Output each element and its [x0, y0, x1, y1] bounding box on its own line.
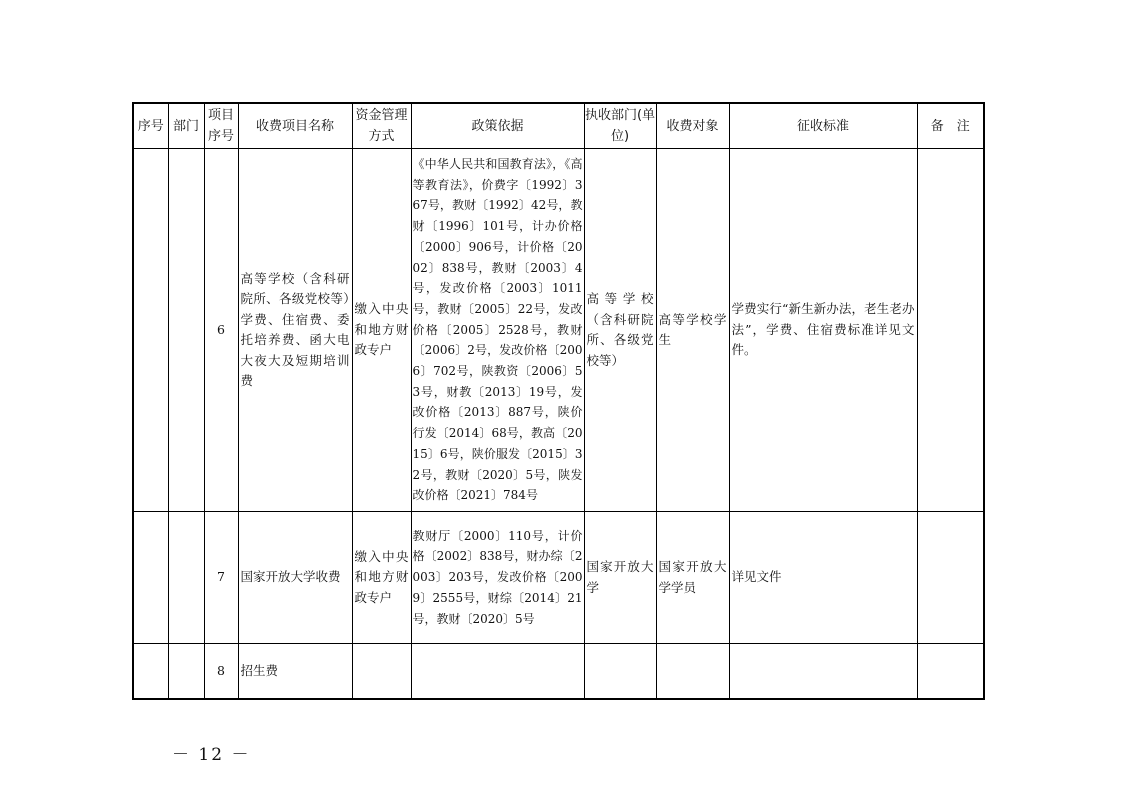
- table-row: [133, 512, 984, 644]
- cell-remark: [917, 512, 984, 644]
- header-item-seq: 项目序号: [204, 103, 238, 149]
- cell-policy: 教财厅〔2000〕110号，计价格〔2002〕838号，财办综〔2003〕203号，发改价格〔2009〕2555号，财综〔2014〕21号，教财〔2020〕5号: [411, 512, 584, 644]
- cell-payer: [656, 644, 729, 700]
- cell-dept: [168, 512, 204, 644]
- cell-policy: [411, 644, 584, 700]
- cell-collector: 国家开放大学: [584, 512, 656, 644]
- page-number: － 12 －: [172, 745, 251, 765]
- cell-standard: 学费实行“新生新办法，老生老办法”，学费、住宿费标准详见文件。: [729, 149, 917, 512]
- cell-item-name: 招生费: [238, 644, 352, 700]
- cell-item-name: 高等学校（含科研院所、各级党校等）学费、住宿费、委托培养费、函大电大夜大及短期培训费: [238, 149, 352, 512]
- cell-dept: [168, 644, 204, 700]
- cell-collector: [584, 644, 656, 700]
- header-remark: 备 注: [917, 103, 984, 149]
- fee-table: [132, 102, 985, 700]
- cell-item-seq: 8: [204, 644, 238, 700]
- cell-collector: 高等学校（含科研院所、各级党校等）: [584, 149, 656, 512]
- cell-fund-mgmt: 缴入中央和地方财政专户: [352, 512, 411, 644]
- table-row: [133, 149, 984, 512]
- cell-standard: [729, 644, 917, 700]
- table-row: [133, 644, 984, 700]
- header-standard: 征收标准: [729, 103, 917, 149]
- cell-seq: [133, 644, 168, 700]
- cell-item-seq: 7: [204, 512, 238, 644]
- cell-remark: [917, 644, 984, 700]
- cell-payer: 高等学校学生: [656, 149, 729, 512]
- cell-seq: [133, 149, 168, 512]
- header-payer: 收费对象: [656, 103, 729, 149]
- cell-policy: 《中华人民共和国教育法》，《高等教育法》，价费字〔1992〕367号，教财〔1992〕42号，教财〔1996〕101号，计办价格〔2000〕906号，计价格〔2002〕838号，教财〔2003〕4号，发改价格〔2003〕1011号，教财〔2005〕22号，发改价格〔2005〕2528号，教财〔2006〕2号，发改价格〔2006〕702号，陕教资〔2006〕53号，财教〔2013〕19号，发改价格〔2013〕887号，陕价行发〔2014〕68号，教高〔2015〕6号，陕价服发〔2015〕32号，教财〔2020〕5号，陕发改价格〔2021〕784号: [411, 149, 584, 512]
- header-collector: 执收部门(单位): [584, 103, 656, 149]
- header-item-name: 收费项目名称: [238, 103, 352, 149]
- header-dept: 部门: [168, 103, 204, 149]
- cell-fund-mgmt: 缴入中央和地方财政专户: [352, 149, 411, 512]
- header-seq: 序号: [133, 103, 168, 149]
- cell-item-seq: 6: [204, 149, 238, 512]
- cell-remark: [917, 149, 984, 512]
- header-fund-mgmt: 资金管理方式: [352, 103, 411, 149]
- cell-fund-mgmt: [352, 644, 411, 700]
- table-header-row: [133, 103, 984, 149]
- header-policy: 政策依据: [411, 103, 584, 149]
- cell-seq: [133, 512, 168, 644]
- cell-dept: [168, 149, 204, 512]
- cell-item-name: 国家开放大学收费: [238, 512, 352, 644]
- cell-standard: 详见文件: [729, 512, 917, 644]
- cell-payer: 国家开放大学学员: [656, 512, 729, 644]
